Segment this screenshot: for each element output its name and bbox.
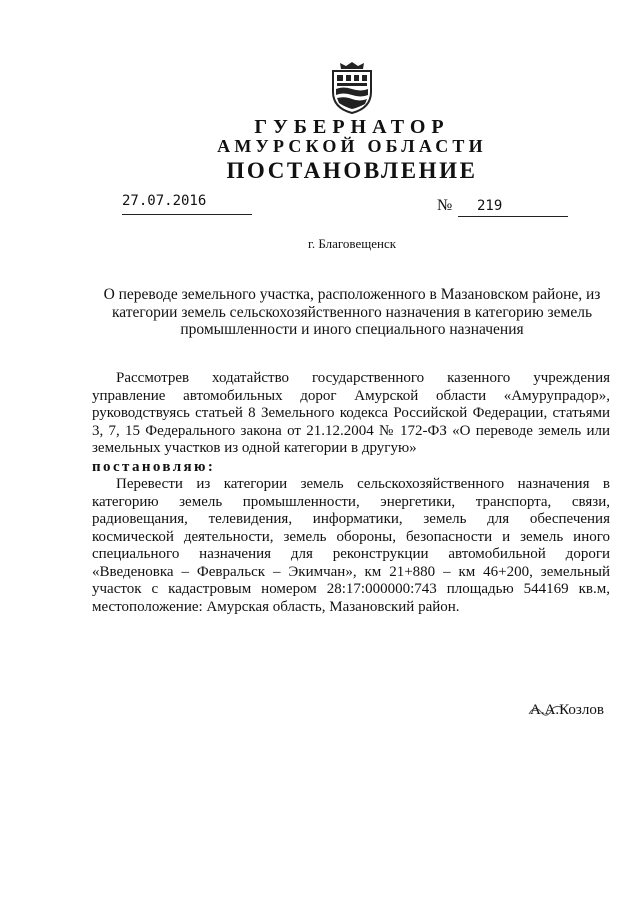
coat-of-arms-icon: [327, 60, 377, 115]
document-date: 27.07.2016: [122, 193, 207, 209]
signatory-name: А.А.Козлов: [530, 702, 604, 718]
region-heading: АМУРСКОЙ ОБЛАСТИ: [217, 136, 487, 156]
preamble: [92, 370, 610, 458]
decree-paragraph: Перевести из категории земель сельскохозяйственного назначения в категорию земель промышленности, энергетики, транспорта, связи, радиовещания, телевидения, информатики, земель для обеспечения космической деятельности, земель обороны, безопасности и земель иного специального назначения для реконструкции автомобильной дороги «Введеновка – Февральск – Экимчан», км 21+880 – км 46+200, земельный участок с кадастровым номером 28:17:000000:743 площадью 544169 кв.м, местоположение: Амурская область, Мазановский район.: [92, 476, 610, 615]
document-subject: О переводе земельного участка, расположенного в Мазановском районе, из категории земель сельскохозяйственного назначения в категорию земель промышленности и иного специального назначения: [103, 286, 601, 338]
decree-body: [92, 476, 610, 616]
preamble-paragraph: Рассмотрев ходатайство государственного казенного учреждения управление автомобильных дорог Амурской области «Амурупрадор», руководствуясь статьей 8 Земельного кодекса Российской Федерации, статьями 3, 7, 15 Федерального закона от 21.12.2004 № 172-ФЗ «О переводе земель или земельных участков из одной категории в другую»: [92, 370, 610, 456]
decree-word: постановляю:: [92, 459, 216, 475]
date-underline: [122, 214, 252, 215]
city-label: г. Благовещенск: [307, 236, 397, 251]
document-type-heading: ПОСТАНОВЛЕНИЕ: [226, 158, 478, 183]
governor-heading: ГУБЕРНАТОР: [254, 116, 450, 138]
number-sign: №: [437, 197, 453, 214]
number-underline: [458, 216, 568, 217]
document-number: 219: [477, 198, 503, 214]
